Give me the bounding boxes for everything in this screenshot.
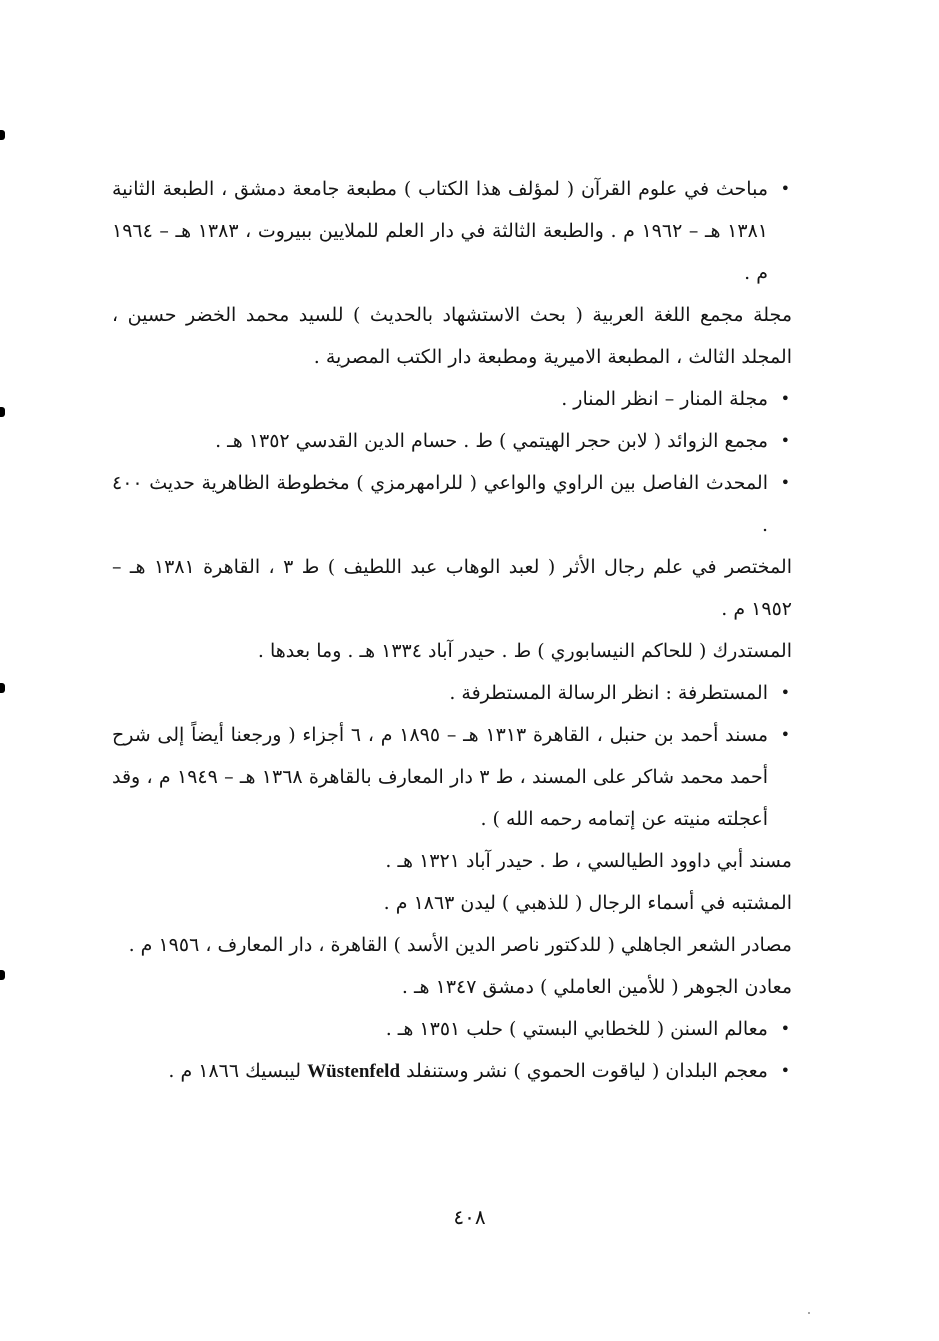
bibliography-list xyxy=(112,168,792,1093)
bullet-marker: • xyxy=(780,473,790,492)
bullet-marker: • xyxy=(780,1019,790,1038)
entry-text: المستطرفة : انظر الرسالة المستطرفة . xyxy=(449,682,768,704)
bibliography-entry xyxy=(112,168,792,294)
bibliography-entry xyxy=(112,378,792,420)
bibliography-entry xyxy=(112,1008,792,1050)
entry-text: المستدرك ( للحاكم النيسابوري ) ط . حيدر آباد ١٣٣٤ هـ . وما بعدها . xyxy=(257,640,792,662)
entry-text: معادن الجوهر ( للأمين العاملي ) دمشق ١٣٤٧ هـ . xyxy=(401,976,792,998)
latin-name: Wüstenfeld xyxy=(307,1061,401,1082)
bullet-marker: • xyxy=(780,725,790,744)
bibliography-entry xyxy=(112,1050,792,1093)
bibliography-entry xyxy=(112,546,792,630)
entry-text: مجلة المنار – انظر المنار . xyxy=(561,388,768,410)
bibliography-entry xyxy=(112,882,792,924)
bullet-marker: • xyxy=(780,683,790,702)
bibliography-entry xyxy=(112,672,792,714)
scan-speck xyxy=(808,1312,810,1314)
bullet-marker: • xyxy=(780,1061,790,1080)
bullet-marker: • xyxy=(780,179,790,198)
entry-text: مصادر الشعر الجاهلي ( للدكتور ناصر الدين الأسد ) القاهرة ، دار المعارف ، ١٩٥٦ م . xyxy=(128,934,792,956)
bibliography-entry xyxy=(112,966,792,1008)
entry-text: مباحث في علوم القرآن ( لمؤلف هذا الكتاب ) مطبعة جامعة دمشق ، الطبعة الثانية ١٣٨١ هـ – ١٩٦٢ م . والطبعة الثالثة في دار العلم للملايين ببيروت ، ١٣٨٣ هـ – ١٩٦٤ م . xyxy=(112,178,768,284)
bibliography-entry xyxy=(112,840,792,882)
entry-text-before: معجم البلدان ( لياقوت الحموي ) نشر وستنفلد xyxy=(406,1060,768,1082)
bullet-marker: • xyxy=(780,431,790,450)
scan-edge-mark xyxy=(0,407,5,417)
scan-edge-mark xyxy=(0,970,5,980)
bibliography-entry xyxy=(112,420,792,462)
bibliography-entry xyxy=(112,294,792,378)
bibliography-entry xyxy=(112,924,792,966)
scan-edge-mark xyxy=(0,130,5,140)
entry-text: المختصر في علم رجال الأثر ( لعبد الوهاب عبد اللطيف ) ط ٣ ، القاهرة ١٣٨١ هـ – ١٩٥٢ م . xyxy=(112,556,792,620)
page-number: ٤٠٨ xyxy=(453,1205,486,1229)
entry-text-after: ليبسيك ١٨٦٦ م . xyxy=(168,1060,302,1082)
bullet-marker: • xyxy=(780,389,790,408)
entry-text: مجمع الزوائد ( لابن حجر الهيتمي ) ط . حسام الدين القدسي ١٣٥٢ هـ . xyxy=(215,430,768,452)
entry-text: مسند أبي داوود الطيالسي ، ط . حيدر آباد ١٣٢١ هـ . xyxy=(385,850,792,872)
entry-text: مجلة مجمع اللغة العربية ( بحث الاستشهاد بالحديث ) للسيد محمد الخضر حسين ، المجلد الثالث ، المطبعة الاميرية ومطبعة دار الكتب المصرية . xyxy=(112,304,792,368)
bibliography-entry xyxy=(112,714,792,840)
entry-text: معالم السنن ( للخطابي البستي ) حلب ١٣٥١ هـ . xyxy=(385,1018,768,1040)
entry-text: المحدث الفاصل بين الراوي والواعي ( للرامهرمزي ) مخطوطة الظاهرية حديث ٤٠٠ . xyxy=(112,472,768,536)
entry-text: المشتبه في أسماء الرجال ( للذهبي ) ليدن ١٨٦٣ م . xyxy=(383,892,792,914)
bibliography-entry xyxy=(112,462,792,546)
bibliography-entry xyxy=(112,630,792,672)
scan-edge-mark xyxy=(0,683,5,693)
entry-text: مسند أحمد بن حنبل ، القاهرة ١٣١٣ هـ – ١٨٩٥ م ، ٦ أجزاء ( ورجعنا أيضاً إلى شرح أحمد محمد شاكر على المسند ، ط ٣ دار المعارف بالقاهرة ١٣٦٨ هـ – ١٩٤٩ م ، وقد أعجلته منيته عن إتمامه رحمه الله ) . xyxy=(112,724,769,830)
